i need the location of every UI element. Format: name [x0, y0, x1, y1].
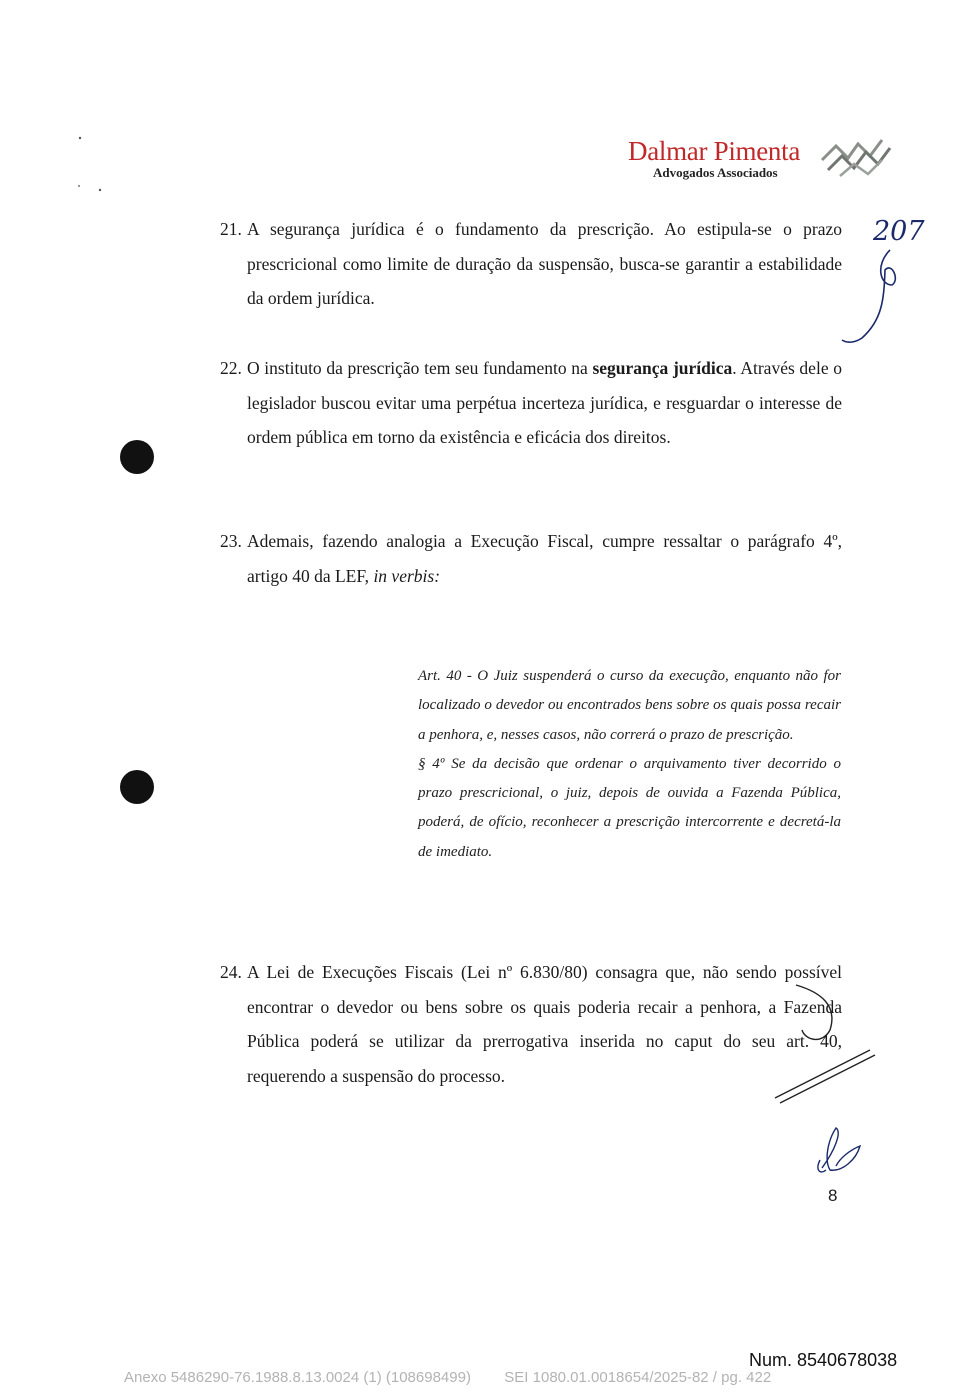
bold-term: segurança jurídica: [592, 358, 733, 378]
firm-logo-icon: [818, 130, 894, 182]
paragraph-21: [220, 212, 842, 316]
initials-signature-top: [842, 250, 895, 342]
paragraph-text: A Lei de Execuções Fiscais (Lei nº 6.830/80) consagra que, não sendo possível encontrar o devedor ou bens sobre os quais poderia recair a penhora, a Fazenda Pública poderá se utilizar da prerrogativa inserida no caput do seu art. 40, requerendo a suspensão do processo.: [247, 962, 842, 1086]
firm-name: Dalmar Pimenta: [628, 136, 800, 166]
quote-paragraph-4: § 4º Se da decisão que ordenar o arquivamento tiver decorrido o prazo prescricional, o juiz, depois de ouvida a Fazenda Pública, poderá, de ofício, reconhecer a prescrição intercorrente e decretá-la de imediato.: [418, 755, 841, 860]
paragraph-24: [220, 955, 842, 1093]
paragraph-number: 22.: [220, 358, 242, 378]
page-number: 8: [828, 1186, 838, 1205]
paragraph-text: Ademais, fazendo analogia a Execução Fiscal, cumpre ressaltar o parágrafo 4º, artigo 40 da LEF, in verbis:: [247, 531, 842, 586]
initials-signature-bottom: [818, 1128, 860, 1172]
firm-subtitle: Advogados Associados: [653, 165, 778, 180]
paragraph-22: [220, 351, 842, 455]
footer-reference: Anexo 5486290-76.1988.8.13.0024 (1) (108698499) SEI 1080.01.0018654/2025-82 / pg. 422: [124, 1369, 772, 1386]
punch-hole-bottom: [120, 770, 154, 804]
paragraph-text: O instituto da prescrição tem seu fundamento na segurança jurídica. Através dele o legislador buscou evitar uma perpétua incerteza jurídica, e resguardar o interesse de ordem pública em torno da existência e eficácia dos direitos.: [247, 358, 842, 447]
quote-article: Art. 40 - O Juiz suspenderá o curso da execução, enquanto não for localizado o devedor ou encontrados bens sobre os quais possa recair a penhora, e, nesses casos, não correrá o prazo de prescrição.: [418, 668, 841, 743]
paragraph-text: A segurança jurídica é o fundamento da prescrição. Ao estipula-se o prazo prescricional como limite de duração da suspensão, busca-se garantir a estabilidade da ordem jurídica.: [247, 219, 842, 308]
latin-phrase: in verbis:: [373, 565, 441, 586]
folio-number: 207: [873, 216, 925, 247]
paragraph-number: 23.: [220, 531, 242, 551]
law-quote: [418, 662, 841, 867]
punch-hole-top: [120, 440, 154, 474]
document-number: Num. 8540678038: [749, 1350, 898, 1370]
paragraph-number: 24.: [220, 962, 242, 982]
paragraph-number: 21.: [220, 219, 242, 239]
paragraph-23: [220, 524, 842, 593]
